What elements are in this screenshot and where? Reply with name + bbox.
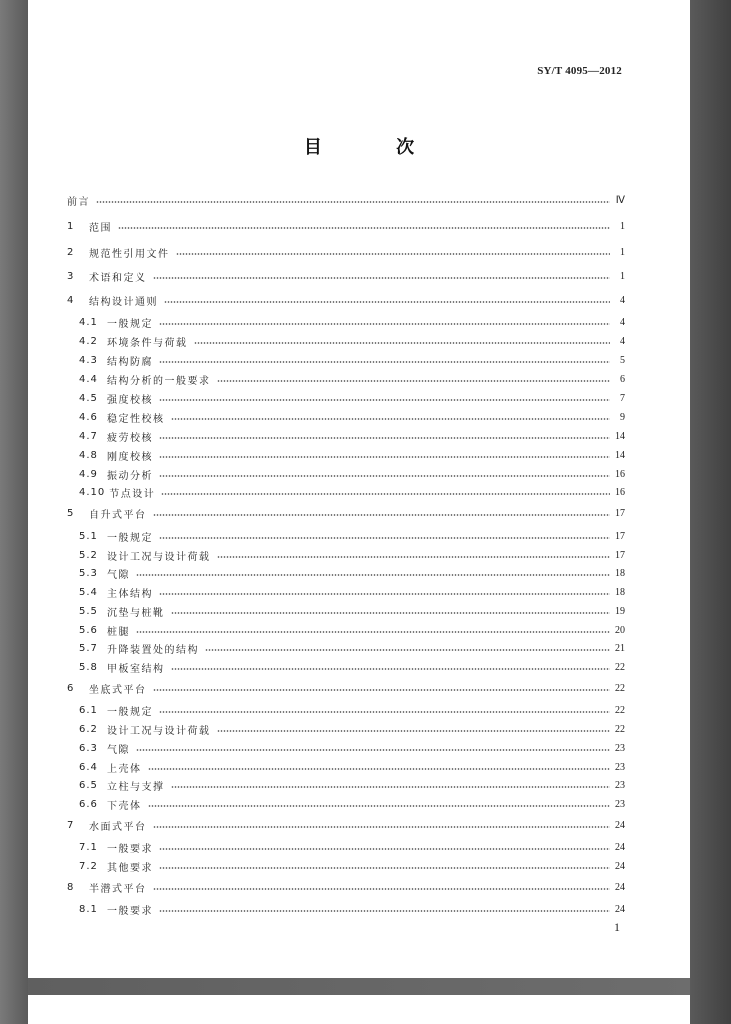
toc-page: 17 [615,549,625,561]
toc-page: 1 [620,220,625,232]
toc-row[interactable] [79,410,625,424]
toc-leader [164,301,610,303]
toc-number: 7.1 [79,841,98,853]
toc-page: 4 [620,335,625,347]
page-number: 1 [614,920,620,934]
toc-leader [217,556,611,558]
toc-number: 5.5 [79,605,98,617]
toc-label: 设计工况与设计荷载 [107,551,211,563]
toc-number: 8 [67,881,75,893]
toc-number: 6.5 [79,779,98,791]
toc-number: 4 [67,294,75,306]
toc-leader [153,888,611,890]
toc-page: 17 [615,507,625,519]
toc-leader [171,668,611,670]
toc-number: 5.4 [79,586,98,598]
toc-page: 6 [620,373,625,385]
toc-label: 自升式平台 [89,509,147,521]
toc-leader [159,867,610,869]
toc-page: 22 [615,704,625,716]
toc-label: 节点设计 [109,488,156,500]
toc-row[interactable] [67,880,625,894]
toc-row[interactable] [79,391,625,405]
toc-row[interactable] [79,334,625,348]
toc-leader [194,342,611,344]
toc-leader [171,786,611,788]
toc-label: 一般规定 [107,532,153,544]
toc-page: 4 [620,316,625,328]
toc-page: 24 [615,881,625,893]
toc-number: 6.4 [79,761,98,773]
toc-label: 振动分析 [107,470,153,482]
toc-label: 结构分析的一般要求 [107,375,211,387]
toc-label: 桩腿 [107,626,130,638]
toc-number: 7 [67,819,75,831]
toc-row[interactable] [79,529,625,543]
toc-leader [159,456,610,458]
toc-label: 其他要求 [107,862,153,874]
toc-row[interactable] [79,778,625,792]
toc-label: 结构设计通则 [89,296,158,308]
toc-leader [217,730,611,732]
toc-row[interactable] [79,448,625,462]
toc-leader [136,631,610,633]
toc-page: 20 [615,624,625,636]
toc-leader [159,848,610,850]
toc-page: 16 [615,468,625,480]
document-page [28,0,690,978]
next-page-edge [28,995,690,1024]
toc-leader [153,514,611,516]
toc-page: 19 [615,605,625,617]
toc-row[interactable] [79,623,625,637]
toc-page: 14 [615,449,625,461]
toc-page: 4 [620,294,625,306]
toc-number: 5.6 [79,624,98,636]
toc-label: 半潜式平台 [89,883,147,895]
toc-label: 疲劳校核 [107,432,153,444]
toc-number: 6.3 [79,742,98,754]
toc-label: 上壳体 [107,763,142,775]
toc-label: 一般规定 [107,318,153,330]
toc-row[interactable] [79,722,625,736]
toc-row[interactable] [67,681,625,695]
toc-label: 升降装置处的结构 [107,644,199,656]
toc-leader [159,475,610,477]
toc-label: 环境条件与荷载 [107,337,188,349]
toc-number: 2 [67,246,75,258]
toc-leader [161,493,610,495]
toc-number: 4.3 [79,354,98,366]
toc-leader [148,768,611,770]
toc-number: 5.8 [79,661,98,673]
toc-row[interactable] [79,372,625,386]
toc-row[interactable] [67,269,625,283]
toc-row[interactable] [67,245,625,259]
toc-number: 4.5 [79,392,98,404]
toc-label: 气隙 [107,569,130,581]
toc-row[interactable] [79,467,625,481]
toc-number: 6.6 [79,798,98,810]
toc-page: 9 [620,411,625,423]
toc-page: 5 [620,354,625,366]
toc-page: 7 [620,392,625,404]
toc-label: 刚度校核 [107,451,153,463]
toc-leader [159,437,610,439]
toc-leader [159,537,610,539]
toc-leader [159,910,610,912]
toc-leader [148,805,611,807]
toc-number: 1 [67,220,75,232]
toc-number: 4.9 [79,468,98,480]
toc-row[interactable] [67,193,625,207]
toc-page: 22 [615,661,625,673]
toc-label: 前言 [67,196,90,208]
toc-page: 21 [615,642,625,654]
toc-label: 沉垫与桩靴 [107,607,165,619]
toc-label: 一般规定 [107,706,153,718]
toc-page: 22 [615,723,625,735]
toc-leader [136,749,610,751]
toc-leader [205,649,610,651]
toc-label: 甲板室结构 [107,663,165,675]
toc-row[interactable] [79,760,625,774]
toc-number: 4.2 [79,335,98,347]
scan-right-edge [690,0,731,1024]
toc-label: 术语和定义 [89,272,147,284]
toc-number: 4.10 [79,486,106,498]
toc-number: 5.3 [79,567,98,579]
toc-leader [96,201,610,203]
toc-leader [159,593,610,595]
toc-number: 6 [67,682,75,694]
toc-label: 立柱与支撑 [107,781,165,793]
toc-number: 5.2 [79,549,98,561]
toc-page: 24 [615,819,625,831]
toc-leader [136,574,610,576]
toc-row[interactable] [67,293,625,307]
toc-row[interactable] [79,566,625,580]
toc-number: 6.1 [79,704,98,716]
toc-page: 14 [615,430,625,442]
toc-leader [159,711,610,713]
toc-page: 1 [620,270,625,282]
toc-number: 4.8 [79,449,98,461]
toc-number: 4.7 [79,430,98,442]
toc-row[interactable] [79,585,625,599]
toc-page: 24 [615,841,625,853]
standard-code: SY/T 4095—2012 [537,65,622,77]
toc-label: 气隙 [107,744,130,756]
toc-number: 7.2 [79,860,98,872]
toc-row[interactable] [79,797,625,811]
toc-number: 6.2 [79,723,98,735]
toc-leader [153,826,611,828]
toc-label: 一般要求 [107,843,153,855]
toc-label: 稳定性校核 [107,413,165,425]
toc-label: 规范性引用文件 [89,248,170,260]
toc-number: 5.1 [79,530,98,542]
toc-leader [159,399,610,401]
toc-row[interactable] [79,840,625,854]
toc-page: 18 [615,567,625,579]
toc-row[interactable] [79,741,625,755]
toc-row[interactable] [67,818,625,832]
toc-number: 3 [67,270,75,282]
toc-page: 24 [615,903,625,915]
toc-number: 8.1 [79,903,98,915]
toc-leader [171,612,611,614]
toc-page: 18 [615,586,625,598]
toc-page: 17 [615,530,625,542]
toc-page: 16 [615,486,625,498]
toc-page: 23 [615,798,625,810]
toc-page: 23 [615,779,625,791]
toc-number: 5.7 [79,642,98,654]
toc-leader [153,689,611,691]
toc-page: 23 [615,761,625,773]
toc-leader [159,323,610,325]
toc-label: 范围 [89,222,112,234]
toc-label: 下壳体 [107,800,142,812]
toc-label: 强度校核 [107,394,153,406]
toc-row[interactable] [79,902,625,916]
page-title: 目 次 [303,137,449,158]
toc-row[interactable] [67,506,625,520]
toc-page: 24 [615,860,625,872]
toc-row[interactable] [79,660,625,674]
toc-row[interactable] [79,353,625,367]
toc-row[interactable] [67,219,625,233]
toc-leader [217,380,611,382]
toc-leader [118,227,610,229]
toc-leader [176,253,611,255]
toc-row[interactable] [79,641,625,655]
toc-number: 4.1 [79,316,98,328]
toc-leader [153,277,611,279]
toc-leader [159,361,610,363]
toc-label: 水面式平台 [89,821,147,833]
toc-row[interactable] [79,604,625,618]
toc-row[interactable] [79,859,625,873]
toc-label: 结构防腐 [107,356,153,368]
toc-row[interactable] [79,548,625,562]
scan-left-edge [0,0,28,1024]
toc-page: 1 [620,246,625,258]
toc-label: 主体结构 [107,588,153,600]
toc-page: 22 [615,682,625,694]
toc-leader [171,418,611,420]
toc-page: 23 [615,742,625,754]
toc-label: 坐底式平台 [89,684,147,696]
toc-row[interactable] [79,315,625,329]
toc-label: 设计工况与设计荷载 [107,725,211,737]
toc-page: Ⅳ [615,194,625,206]
toc-number: 5 [67,507,75,519]
toc-number: 4.6 [79,411,98,423]
toc-row[interactable] [79,429,625,443]
toc-row[interactable] [79,485,625,499]
toc-number: 4.4 [79,373,98,385]
toc-row[interactable] [79,703,625,717]
toc-label: 一般要求 [107,905,153,917]
